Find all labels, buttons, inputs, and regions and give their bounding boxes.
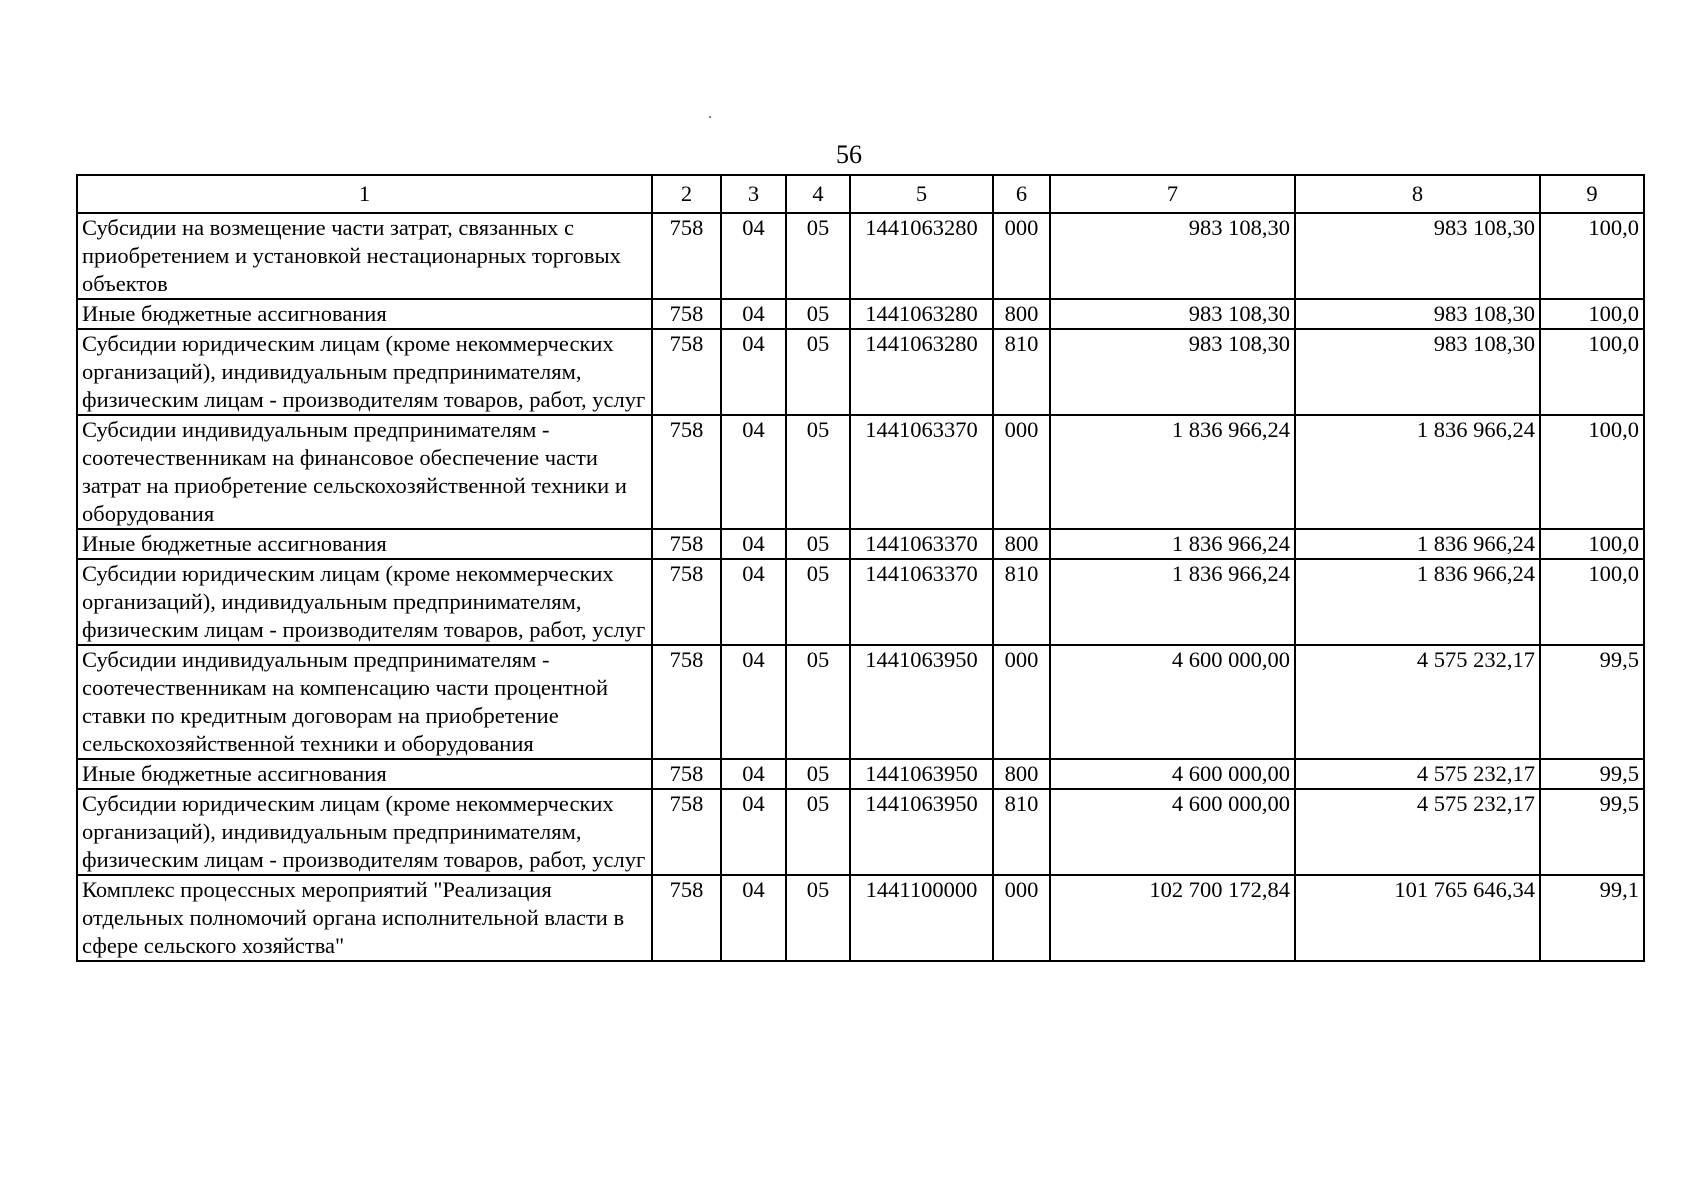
header-cell: 9 [1540,175,1644,213]
code-cell: 05 [786,299,850,329]
code-cell: 04 [721,789,786,875]
amount-cell: 1 836 966,24 [1295,529,1540,559]
code-cell: 000 [993,645,1050,759]
amount-cell: 1 836 966,24 [1050,529,1295,559]
percent-cell: 100,0 [1540,299,1644,329]
code-cell: 05 [786,213,850,299]
code-cell: 000 [993,415,1050,529]
code-cell: 758 [652,213,721,299]
item-name: Субсидии юридическим лицам (кроме некоммерческих организаций), индивидуальным предпринимателям, физическим лицам - производителям товаров, работ, услуг [77,329,652,415]
percent-cell: 100,0 [1540,529,1644,559]
percent-cell: 99,5 [1540,645,1644,759]
code-cell: 05 [786,645,850,759]
code-cell: 758 [652,645,721,759]
code-cell: 758 [652,529,721,559]
table-row [77,759,1644,789]
table-row [77,299,1644,329]
amount-cell: 983 108,30 [1295,299,1540,329]
amount-cell: 4 600 000,00 [1050,759,1295,789]
code-cell: 810 [993,329,1050,415]
item-name: Комплекс процессных мероприятий "Реализация отдельных полномочий органа исполнительной власти в сфере сельского хозяйства" [77,875,652,961]
code-cell: 04 [721,213,786,299]
amount-cell: 4 575 232,17 [1295,759,1540,789]
code-cell: 1441063370 [850,559,993,645]
code-cell: 758 [652,415,721,529]
amount-cell: 4 575 232,17 [1295,789,1540,875]
header-cell: 1 [77,175,652,213]
code-cell: 1441063950 [850,645,993,759]
code-cell: 1441063950 [850,759,993,789]
amount-cell: 1 836 966,24 [1295,415,1540,529]
code-cell: 05 [786,559,850,645]
amount-cell: 983 108,30 [1050,299,1295,329]
code-cell: 1441063280 [850,329,993,415]
header-cell: 5 [850,175,993,213]
table-row [77,529,1644,559]
code-cell: 05 [786,329,850,415]
code-cell: 000 [993,213,1050,299]
code-cell: 758 [652,299,721,329]
scan-speck [709,116,711,118]
code-cell: 810 [993,789,1050,875]
code-cell: 1441063370 [850,529,993,559]
item-name: Субсидии индивидуальным предпринимателям - соотечественникам на финансовое обеспечение части затрат на приобретение сельскохозяйственной техники и оборудования [77,415,652,529]
page-number: 56 [836,140,862,169]
code-cell: 1441063280 [850,213,993,299]
code-cell: 04 [721,329,786,415]
table-row [77,789,1644,875]
code-cell: 04 [721,875,786,961]
code-cell: 758 [652,875,721,961]
code-cell: 758 [652,329,721,415]
item-name: Субсидии юридическим лицам (кроме некоммерческих организаций), индивидуальным предпринимателям, физическим лицам - производителям товаров, работ, услуг [77,559,652,645]
table-row [77,875,1644,961]
code-cell: 1441063280 [850,299,993,329]
item-name: Иные бюджетные ассигнования [77,299,652,329]
amount-cell: 1 836 966,24 [1050,559,1295,645]
amount-cell: 983 108,30 [1295,213,1540,299]
header-cell: 4 [786,175,850,213]
code-cell: 758 [652,789,721,875]
code-cell: 1441063950 [850,789,993,875]
percent-cell: 100,0 [1540,415,1644,529]
code-cell: 05 [786,415,850,529]
header-cell: 2 [652,175,721,213]
code-cell: 1441063370 [850,415,993,529]
code-cell: 05 [786,875,850,961]
amount-cell: 983 108,30 [1050,329,1295,415]
amount-cell: 1 836 966,24 [1295,559,1540,645]
amount-cell: 4 600 000,00 [1050,645,1295,759]
code-cell: 05 [786,529,850,559]
header-cell: 3 [721,175,786,213]
header-cell: 8 [1295,175,1540,213]
item-name: Субсидии индивидуальным предпринимателям - соотечественникам на компенсацию части процентной ставки по кредитным договорам на приобретение сельскохозяйственной техники и оборудования [77,645,652,759]
code-cell: 800 [993,299,1050,329]
code-cell: 04 [721,759,786,789]
amount-cell: 983 108,30 [1295,329,1540,415]
header-cell: 7 [1050,175,1295,213]
code-cell: 05 [786,759,850,789]
code-cell: 800 [993,529,1050,559]
table-row [77,559,1644,645]
code-cell: 810 [993,559,1050,645]
percent-cell: 99,5 [1540,789,1644,875]
code-cell: 04 [721,299,786,329]
table-row [77,415,1644,529]
code-cell: 04 [721,559,786,645]
percent-cell: 99,1 [1540,875,1644,961]
code-cell: 04 [721,415,786,529]
code-cell: 000 [993,875,1050,961]
budget-table [76,174,1645,962]
code-cell: 758 [652,759,721,789]
table-row [77,213,1644,299]
code-cell: 04 [721,529,786,559]
code-cell: 800 [993,759,1050,789]
amount-cell: 4 575 232,17 [1295,645,1540,759]
header-cell: 6 [993,175,1050,213]
percent-cell: 99,5 [1540,759,1644,789]
percent-cell: 100,0 [1540,559,1644,645]
table-row [77,645,1644,759]
header-row [77,175,1644,213]
table-row [77,329,1644,415]
code-cell: 05 [786,789,850,875]
code-cell: 758 [652,559,721,645]
item-name: Иные бюджетные ассигнования [77,759,652,789]
item-name: Субсидии на возмещение части затрат, связанных с приобретением и установкой нестационарных торговых объектов [77,213,652,299]
code-cell: 04 [721,645,786,759]
amount-cell: 102 700 172,84 [1050,875,1295,961]
percent-cell: 100,0 [1540,329,1644,415]
percent-cell: 100,0 [1540,213,1644,299]
item-name: Иные бюджетные ассигнования [77,529,652,559]
amount-cell: 101 765 646,34 [1295,875,1540,961]
amount-cell: 1 836 966,24 [1050,415,1295,529]
item-name: Субсидии юридическим лицам (кроме некоммерческих организаций), индивидуальным предпринимателям, физическим лицам - производителям товаров, работ, услуг [77,789,652,875]
amount-cell: 983 108,30 [1050,213,1295,299]
amount-cell: 4 600 000,00 [1050,789,1295,875]
code-cell: 1441100000 [850,875,993,961]
